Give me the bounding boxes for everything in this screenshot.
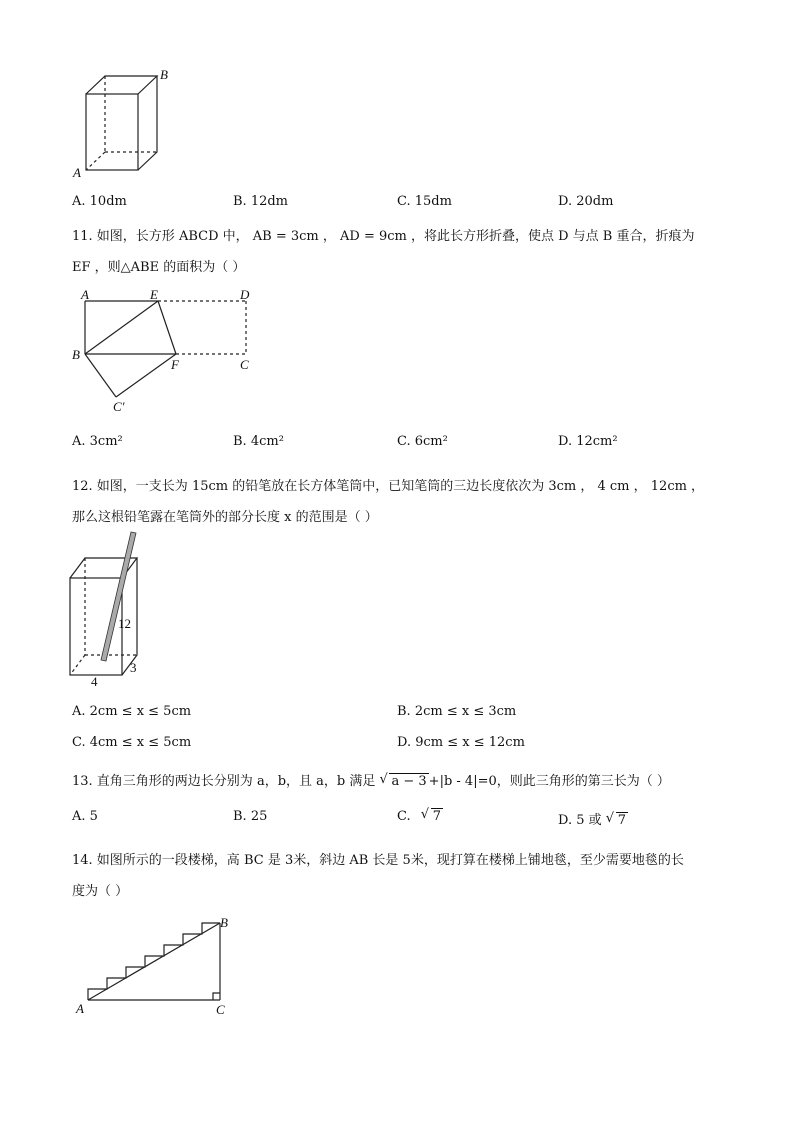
fig11-label-d: D (240, 287, 250, 302)
q14-staircase-figure (70, 915, 240, 1025)
fig14-label-c: C (216, 1002, 225, 1017)
q10-option-d[interactable]: D. 20dm (558, 194, 614, 209)
q12-option-b[interactable]: B. 2cm ≤ x ≤ 3cm (397, 704, 517, 719)
fig12-label-depth: 3 (130, 660, 137, 675)
fig11-label-c-prime: C′ (113, 399, 125, 414)
q11-folding-figure (70, 285, 270, 415)
q14-question-line2: 度为（ ） (72, 884, 129, 899)
cuboid-label-b: B (160, 67, 168, 82)
fig11-label-a: A (81, 287, 89, 302)
q13-question-prefix: 13. 直角三角形的两边长分别为 a，b，且 a，b 满足 (72, 774, 380, 789)
fig11-label-e: E (150, 287, 158, 302)
q10-cuboid-figure (70, 65, 180, 185)
fig11-label-f: F (171, 357, 179, 372)
q13-option-b[interactable]: B. 25 (233, 809, 268, 824)
q13-radicand: a − 3 (391, 774, 427, 789)
cuboid-top-face (86, 76, 157, 94)
q13-option-d-radicand: 7 (617, 813, 627, 828)
sqrt-icon: √ (420, 807, 430, 822)
fig14-label-b: B (220, 915, 228, 930)
q13-option-c-radicand: 7 (432, 809, 442, 824)
q12-option-a[interactable]: A. 2cm ≤ x ≤ 5cm (72, 704, 192, 719)
fig11-label-b: B (72, 347, 80, 362)
right-angle-mark (213, 993, 220, 1000)
cuboid-hidden-edges (86, 76, 157, 170)
q13-question (72, 770, 670, 789)
cuboid-label-a: A (73, 165, 81, 180)
q13-sqrt (379, 774, 428, 789)
fig12-label-height: 12 (118, 616, 131, 631)
q10-option-b[interactable]: B. 12dm (233, 194, 289, 209)
q12-option-d[interactable]: D. 9cm ≤ x ≤ 12cm (397, 735, 525, 750)
q13-option-d[interactable] (558, 809, 628, 828)
q11-option-a[interactable]: A. 3cm² (72, 434, 123, 449)
q10-option-a[interactable]: A. 10dm (72, 194, 127, 209)
sqrt-icon: √ (605, 811, 615, 826)
q12-question-line1: 12. 如图，一支长为 15cm 的铅笔放在长方体笔筒中，已知笔筒的三边长度依次为 3cm ， 4 cm ， 12cm ， (72, 479, 705, 494)
q13-option-c-label: C. (397, 809, 411, 824)
cuboid-front-face (86, 94, 138, 170)
q11-question-line1: 11. 如图，长方形 ABCD 中， AB = 3cm ， AD = 9cm ，将此长方形折叠，使点 D 与点 B 重合，折痕为 (72, 229, 695, 244)
q11-option-d[interactable]: D. 12cm² (558, 434, 618, 449)
q12-pencil-box-figure (65, 530, 155, 690)
q13-option-c[interactable] (397, 809, 443, 824)
q11-option-c[interactable]: C. 6cm² (397, 434, 448, 449)
cuboid-right-edge (138, 76, 157, 170)
q10-option-c[interactable]: C. 15dm (397, 194, 452, 209)
q14-question-line1: 14. 如图所示的一段楼梯，高 BC 是 3米，斜边 AB 长是 5米，现打算在楼梯上铺地毯，至少需要地毯的长 (72, 853, 684, 868)
q13-option-a[interactable]: A. 5 (72, 809, 98, 824)
q13-option-d-label: D. 5 或 (558, 813, 602, 828)
sqrt-icon: √ (379, 772, 388, 787)
fig14-label-a: A (76, 1001, 84, 1016)
q12-option-c[interactable]: C. 4cm ≤ x ≤ 5cm (72, 735, 192, 750)
fig11-label-c: C (240, 357, 249, 372)
pencil-icon (101, 532, 136, 661)
q12-question-line2: 那么这根铅笔露在笔筒外的部分长度 x 的范围是（ ） (72, 510, 378, 525)
fig12-label-width: 4 (91, 674, 98, 689)
q11-option-b[interactable]: B. 4cm² (233, 434, 284, 449)
q13-question-suffix: +|b - 4|=0，则此三角形的第三长为（ ） (428, 774, 670, 789)
q11-question-line2: EF ，则△ABE 的面积为（ ） (72, 260, 246, 275)
